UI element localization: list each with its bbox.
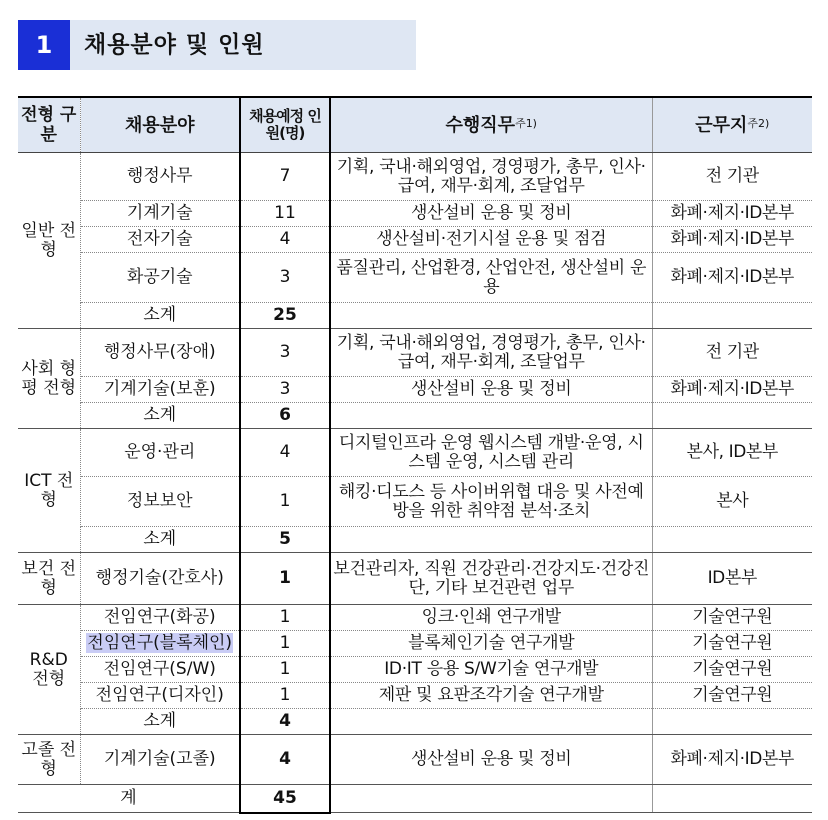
duty-cell: 생산설비 운용 및 정비 <box>330 201 652 227</box>
duty-cell: 생산설비 운용 및 정비 <box>330 735 652 785</box>
subtotal-value: 4 <box>240 709 330 735</box>
count-cell: 1 <box>240 657 330 683</box>
duty-cell: 기획, 국내·해외영업, 경영평가, 총무, 인사·급여, 재무·회계, 조달업무 <box>330 153 652 201</box>
duty-cell: 품질관리, 산업환경, 산업안전, 생산설비 운용 <box>330 253 652 303</box>
empty-cell <box>330 303 652 329</box>
field-cell <box>80 631 240 657</box>
count-cell: 1 <box>240 477 330 527</box>
field-cell: 행정기술(간호사) <box>80 553 240 605</box>
subtotal-value: 6 <box>240 403 330 429</box>
duty-cell: 생산설비 운용 및 정비 <box>330 377 652 403</box>
group-name: 보건 전형 <box>18 553 80 605</box>
subtotal-row <box>18 527 812 553</box>
empty-cell <box>330 785 652 813</box>
table-row <box>18 553 812 605</box>
location-cell: ID본부 <box>652 553 812 605</box>
count-cell: 1 <box>240 683 330 709</box>
table-row <box>18 605 812 631</box>
table-row <box>18 253 812 303</box>
empty-cell <box>330 403 652 429</box>
header-location-note: 주2) <box>747 116 770 130</box>
field-cell: 화공기술 <box>80 253 240 303</box>
location-cell: 기술연구원 <box>652 657 812 683</box>
location-cell: 기술연구원 <box>652 631 812 657</box>
duty-cell: 제판 및 요판조각기술 연구개발 <box>330 683 652 709</box>
table-row <box>18 153 812 201</box>
recruitment-table <box>18 96 812 814</box>
duty-cell: ID·IT 응용 S/W기술 연구개발 <box>330 657 652 683</box>
group-name: R&D 전형 <box>18 605 80 735</box>
subtotal-label: 소계 <box>80 303 240 329</box>
group-name: 일반 전형 <box>18 153 80 329</box>
subtotal-row <box>18 709 812 735</box>
section-title: 채용분야 및 인원 <box>84 32 265 58</box>
location-cell: 화폐·제지·ID본부 <box>652 377 812 403</box>
duty-cell: 해킹·디도스 등 사이버위협 대응 및 사전예방을 위한 취약점 분석·조치 <box>330 477 652 527</box>
field-cell: 운영·관리 <box>80 429 240 477</box>
header-gubun: 전형 구분 <box>18 97 80 153</box>
count-cell: 3 <box>240 377 330 403</box>
empty-cell <box>330 527 652 553</box>
duty-cell: 보건관리자, 직원 건강관리·건강지도·건강진단, 기타 보건관련 업무 <box>330 553 652 605</box>
duty-cell: 생산설비·전기시설 운용 및 점검 <box>330 227 652 253</box>
location-cell: 화폐·제지·ID본부 <box>652 227 812 253</box>
location-cell: 본사 <box>652 477 812 527</box>
total-label: 계 <box>18 785 240 813</box>
empty-cell <box>330 709 652 735</box>
field-cell: 행정사무 <box>80 153 240 201</box>
location-cell: 본사, ID본부 <box>652 429 812 477</box>
field-cell: 정보보안 <box>80 477 240 527</box>
duty-cell: 기획, 국내·해외영업, 경영평가, 총무, 인사·급여, 재무·회계, 조달업무 <box>330 329 652 377</box>
header-field: 채용분야 <box>80 97 240 153</box>
field-cell: 기계기술(보훈) <box>80 377 240 403</box>
table-row <box>18 631 812 657</box>
count-cell: 4 <box>240 227 330 253</box>
empty-cell <box>652 785 812 813</box>
table-row <box>18 201 812 227</box>
subtotal-row <box>18 303 812 329</box>
location-cell: 기술연구원 <box>652 683 812 709</box>
table-row <box>18 329 812 377</box>
table-row <box>18 377 812 403</box>
group-name: ICT 전형 <box>18 429 80 553</box>
header-count: 채용예정 인원(명) <box>240 97 330 153</box>
section-number: 1 <box>18 20 70 70</box>
subtotal-value: 5 <box>240 527 330 553</box>
table-header-row <box>18 97 812 153</box>
field-cell: 전임연구(S/W) <box>80 657 240 683</box>
empty-cell <box>652 709 812 735</box>
empty-cell <box>652 527 812 553</box>
table-row <box>18 683 812 709</box>
group-name: 고졸 전형 <box>18 735 80 785</box>
table-row <box>18 429 812 477</box>
empty-cell <box>652 403 812 429</box>
count-cell: 4 <box>240 429 330 477</box>
count-cell: 3 <box>240 253 330 303</box>
total-value: 45 <box>240 785 330 813</box>
duty-cell: 잉크·인쇄 연구개발 <box>330 605 652 631</box>
table-row <box>18 735 812 785</box>
section-header <box>18 20 416 70</box>
location-cell: 화폐·제지·ID본부 <box>652 201 812 227</box>
field-cell: 전임연구(화공) <box>80 605 240 631</box>
count-cell: 11 <box>240 201 330 227</box>
header-duty-label: 수행직무 <box>445 114 516 136</box>
empty-cell <box>652 303 812 329</box>
table-row <box>18 657 812 683</box>
highlighted-field: 전임연구(블록체인) <box>87 633 233 653</box>
location-cell: 기술연구원 <box>652 605 812 631</box>
field-cell: 행정사무(장애) <box>80 329 240 377</box>
field-cell: 전임연구(디자인) <box>80 683 240 709</box>
header-duty-note: 주1) <box>515 116 537 130</box>
count-cell: 1 <box>240 631 330 657</box>
field-cell: 전자기술 <box>80 227 240 253</box>
subtotal-label: 소계 <box>80 709 240 735</box>
subtotal-label: 소계 <box>80 527 240 553</box>
location-cell: 화폐·제지·ID본부 <box>652 735 812 785</box>
field-cell: 기계기술 <box>80 201 240 227</box>
total-row <box>18 785 812 813</box>
duty-cell: 블록체인기술 연구개발 <box>330 631 652 657</box>
count-cell: 1 <box>240 605 330 631</box>
count-cell: 1 <box>240 553 330 605</box>
location-cell: 화폐·제지·ID본부 <box>652 253 812 303</box>
header-location-label: 근무지 <box>695 114 748 136</box>
count-cell: 7 <box>240 153 330 201</box>
location-cell: 전 기관 <box>652 329 812 377</box>
header-duty <box>330 97 652 153</box>
table-row <box>18 477 812 527</box>
count-cell: 3 <box>240 329 330 377</box>
location-cell: 전 기관 <box>652 153 812 201</box>
subtotal-row <box>18 403 812 429</box>
count-cell: 4 <box>240 735 330 785</box>
table-row <box>18 227 812 253</box>
subtotal-label: 소계 <box>80 403 240 429</box>
field-cell: 기계기술(고졸) <box>80 735 240 785</box>
subtotal-value: 25 <box>240 303 330 329</box>
header-location <box>652 97 812 153</box>
duty-cell: 디지털인프라 운영 웹시스템 개발·운영, 시스템 운영, 시스템 관리 <box>330 429 652 477</box>
group-name: 사회 형평 전형 <box>18 329 80 429</box>
